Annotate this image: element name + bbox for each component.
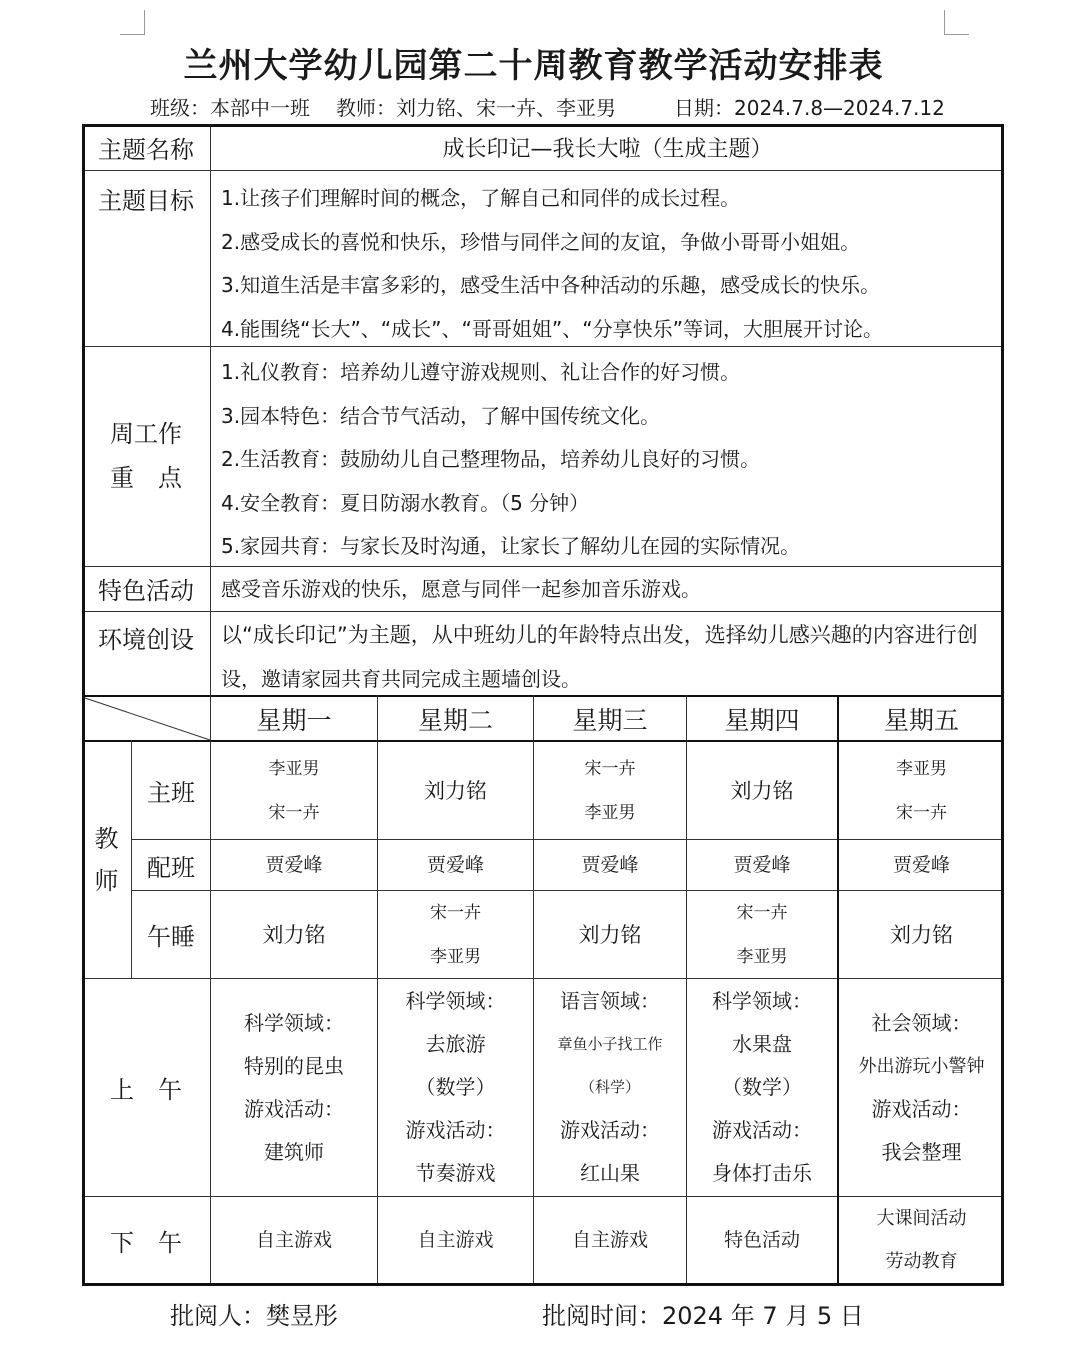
focus-item: 5.家园共育：与家长及时沟通，让家长了解幼儿在园的实际情况。 [221, 534, 801, 558]
teacher-name: 刘力铭 [578, 922, 642, 947]
day-header-tue: 星期二 [417, 705, 493, 735]
activity-line: 科学领域： [405, 989, 506, 1013]
activity-line: 科学领域： [712, 989, 812, 1013]
teacher-name: 刘力铭 [262, 922, 326, 947]
nap-fri [839, 891, 1004, 978]
focus-label-line2: 重 点 [110, 464, 182, 492]
goals-label: 主题目标 [98, 186, 194, 215]
day-header-fri: 星期五 [883, 705, 959, 735]
special-content [221, 568, 701, 612]
teacher-name: 刘力铭 [424, 778, 487, 803]
activity-line: 劳动教育 [885, 1251, 958, 1272]
teacher-name: 李亚男 [736, 946, 788, 967]
activity-line: 大课间活动 [876, 1208, 967, 1229]
assistant-label: 配班 [147, 853, 195, 882]
head-teacher-tue [378, 742, 533, 839]
assistant-mon: 贾爱峰 [265, 854, 323, 876]
activity-line: 语言领域： [560, 989, 660, 1013]
schedule-table [82, 124, 1004, 1286]
nap-tue [378, 891, 533, 978]
nap-thu [687, 891, 837, 978]
activity-line: 建筑师 [264, 1139, 324, 1164]
teacher-name: 李亚男 [896, 758, 947, 779]
teacher-name: 刘力铭 [730, 778, 794, 803]
afternoon-thu [687, 1197, 837, 1283]
environment-line: 以“成长印记”为主题，从中班幼儿的年龄特点出发，选择幼儿感兴趣的内容进行创 [221, 623, 978, 647]
teacher-name: 宋一卉 [430, 902, 481, 923]
nap-label: 午睡 [147, 923, 195, 951]
activity-line: 自主游戏 [417, 1228, 494, 1251]
day-header-mon: 星期一 [256, 705, 332, 735]
activity-line: （数学） [415, 1075, 496, 1099]
theme-label: 主题名称 [98, 135, 194, 164]
class-info: 班级：本部中一班 [150, 96, 310, 120]
activity-line: 红山果 [580, 1161, 640, 1185]
morning-tue [378, 979, 533, 1196]
crop-mark-top-left [120, 10, 145, 35]
teacher-name: 李亚男 [584, 802, 636, 823]
focus-label-line1: 周工作 [110, 420, 182, 448]
head-teacher-fri [839, 742, 1004, 839]
goal-item: 2.感受成长的喜悦和快乐，珍惜与同伴之间的友谊，争做小哥哥小姐姐。 [221, 229, 861, 254]
focus-label [82, 346, 210, 566]
afternoon-fri [839, 1197, 1004, 1283]
teachers-info: 教师：刘力铭、宋一卉、李亚男 [336, 96, 616, 120]
activity-line: 游戏活动： [712, 1118, 812, 1142]
activity-line: 我会整理 [881, 1139, 962, 1164]
afternoon-label: 下 午 [110, 1228, 182, 1257]
teacher-name: 李亚男 [268, 758, 320, 779]
activity-line: 节奏游戏 [415, 1161, 496, 1185]
activity-line: 游戏活动： [405, 1118, 506, 1142]
teacher-label-line1: 教 [94, 825, 119, 853]
goal-item: 1.让孩子们理解时间的概念，了解自己和同伴的成长过程。 [221, 186, 741, 210]
focus-list [221, 351, 800, 569]
teacher-group-label [82, 742, 131, 978]
environment-line: 设，邀请家园共育共同完成主题墙创设。 [221, 666, 581, 691]
assistant-fri: 贾爱峰 [892, 854, 950, 876]
activity-line: 游戏活动： [560, 1118, 660, 1142]
head-teacher-label: 主班 [147, 779, 195, 807]
activity-line: （科学） [579, 1078, 640, 1096]
activity-line: 章鱼小子找工作 [557, 1035, 663, 1053]
morning-mon [211, 979, 377, 1196]
assistant-thu: 贾爱峰 [733, 854, 791, 876]
teacher-name: 宋一卉 [736, 902, 788, 923]
nap-mon [211, 891, 377, 978]
teacher-name: 宋一卉 [584, 758, 636, 779]
goals-list [221, 177, 883, 351]
page-title: 兰州大学幼儿园第二十周教育教学活动安排表 [183, 46, 884, 86]
morning-fri [839, 979, 1004, 1196]
teacher-name: 刘力铭 [890, 922, 953, 947]
activity-line: 游戏活动： [871, 1096, 972, 1121]
teacher-name: 宋一卉 [896, 802, 947, 823]
date-info: 日期：2024.7.8—2024.7.12 [674, 96, 945, 120]
teacher-name: 宋一卉 [268, 802, 320, 823]
goal-item: 3.知道生活是丰富多彩的，感受生活中各种活动的乐趣，感受成长的快乐。 [221, 273, 881, 297]
activity-line: 自主游戏 [571, 1228, 648, 1251]
head-teacher-thu [687, 742, 837, 839]
afternoon-wed [534, 1197, 686, 1283]
activity-line: 特别的昆虫 [244, 1053, 344, 1078]
special-value: 感受音乐游戏的快乐，愿意与同伴一起参加音乐游戏。 [221, 577, 701, 601]
morning-wed [534, 979, 686, 1196]
activity-line: 社会领域： [871, 1010, 972, 1035]
afternoon-tue [378, 1197, 533, 1283]
activity-line: （数学） [722, 1075, 802, 1099]
goal-item: 4.能围绕“长大”、“成长”、“哥哥姐姐”、“分享快乐”等词，大胆展开讨论。 [221, 316, 883, 341]
morning-label: 上 午 [110, 1076, 182, 1104]
crop-mark-top-right [944, 10, 969, 35]
environment-label: 环境创设 [98, 625, 194, 654]
focus-item: 2.生活教育：鼓励幼儿自己整理物品，培养幼儿良好的习惯。 [221, 447, 761, 471]
reviewer: 批阅人：樊昱彤 [170, 1302, 338, 1330]
grid-line [82, 170, 1004, 171]
focus-item: 3.园本特色：结合节气活动，了解中国传统文化。 [221, 403, 661, 428]
teacher-name: 李亚男 [430, 946, 481, 967]
activity-line: 外出游玩小警钟 [858, 1055, 985, 1077]
activity-line: 水果盘 [732, 1032, 792, 1056]
afternoon-mon [211, 1197, 377, 1283]
environment-content [221, 614, 978, 701]
head-teacher-wed [534, 742, 686, 839]
special-label: 特色活动 [98, 577, 194, 605]
activity-line: 自主游戏 [255, 1228, 332, 1251]
corner-diagonal [82, 695, 211, 741]
day-header-thu: 星期四 [724, 705, 800, 735]
nap-wed [534, 891, 686, 978]
morning-thu [687, 979, 837, 1196]
activity-line: 特色活动 [723, 1228, 800, 1251]
focus-item: 1.礼仪教育：培养幼儿遵守游戏规则、礼让合作的好习惯。 [221, 360, 741, 384]
theme-value: 成长印记—我长大啦（生成主题） [442, 136, 773, 162]
day-header-wed: 星期三 [572, 705, 648, 735]
assistant-tue: 贾爱峰 [426, 854, 484, 876]
activity-line: 科学领域： [244, 1010, 344, 1035]
focus-item: 4.安全教育：夏日防溺水教育。（5 分钟） [221, 490, 590, 515]
review-time: 批阅时间：2024 年 7 月 5 日 [542, 1302, 864, 1330]
activity-line: 去旅游 [425, 1032, 486, 1056]
activity-line: 游戏活动： [244, 1096, 344, 1121]
teacher-label-line2: 师 [94, 867, 119, 895]
head-teacher-mon [211, 742, 377, 839]
activity-line: 身体打击乐 [712, 1161, 812, 1185]
assistant-wed: 贾爱峰 [581, 854, 639, 876]
